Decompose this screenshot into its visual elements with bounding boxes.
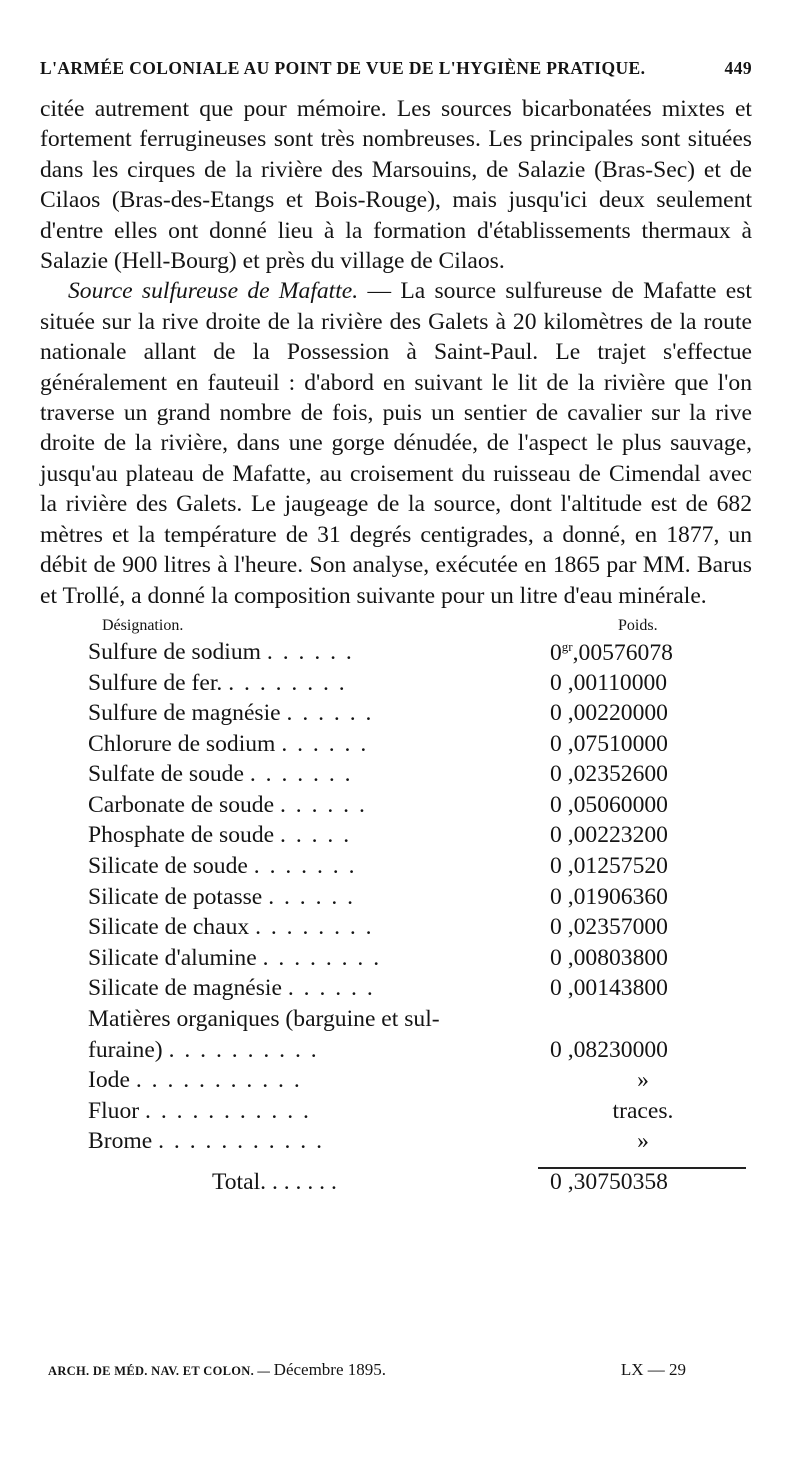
table-row xyxy=(40,884,752,915)
row-name: Matières organiques (barguine et sul- xyxy=(88,1006,440,1033)
row-value: 0 ,02357000 xyxy=(550,914,668,941)
row-name-text: Sulfure de sodium xyxy=(88,638,262,665)
page-footer xyxy=(48,1360,710,1380)
paragraph-1: citée autrement que pour mémoire. Les sources bicarbonatées mixtes et fortement ferrugineuses sont très nombreuses. Les principales sont situées dans les cirques de la rivière des Marsouins, de Salazie (Bras-Sec) et de Cilaos (Bras-des-Etangs et Bois-Rouge), mais jusqu'ici deux seulement d'entre elles ont donné lieu à la formation d'établissements thermaux à Salazie (Hell-Bourg) et près du village de Cilaos. xyxy=(40,96,752,275)
row-value: » xyxy=(637,1128,649,1155)
row-leader: . . . . . . xyxy=(286,700,374,727)
table-row xyxy=(40,700,752,731)
table-row-organic-2 xyxy=(40,1037,752,1068)
table-row xyxy=(40,792,752,823)
row-value: 0 ,01906360 xyxy=(550,883,668,910)
row-value: 0 ,00143800 xyxy=(550,975,668,1002)
row-leader: . . . . . . xyxy=(268,883,356,910)
table-row xyxy=(40,822,752,853)
row-leader: . . . . . . . xyxy=(253,853,357,880)
row-name-text: Carbonate de soude xyxy=(88,791,275,818)
row-value: 0 ,07510000 xyxy=(550,730,668,757)
body-text xyxy=(40,94,752,611)
row-leader: . . . . . . xyxy=(279,791,367,818)
table-header xyxy=(40,611,752,639)
table-row xyxy=(40,639,752,670)
table-row xyxy=(40,670,752,701)
row-name-text: Chlorure de sodium xyxy=(88,730,276,757)
row-name-text: Sulfate de soude xyxy=(88,761,244,788)
row-leader: . . . . . . . xyxy=(249,761,353,788)
row-name-text: furaine) xyxy=(88,1036,163,1063)
row-name-text: Brome xyxy=(88,1128,153,1155)
row-leader: . . . . . . . . . . . xyxy=(145,1097,311,1124)
table-rows xyxy=(40,639,752,1006)
row-leader: . . . . . . . . . . . xyxy=(158,1128,324,1155)
row-value: 0 ,00803800 xyxy=(550,944,668,971)
row-value: 0 ,02352600 xyxy=(550,761,668,788)
row-name-text: Sulfure de magnésie xyxy=(88,700,281,727)
designation-header: Désignation. xyxy=(102,616,184,634)
running-head xyxy=(40,58,752,88)
row-name-text: Silicate d'alumine xyxy=(88,944,257,971)
table-row xyxy=(40,731,752,762)
row-leader: . . . . . . . . xyxy=(228,669,347,696)
row-name xyxy=(88,822,508,849)
table-row-brome xyxy=(40,1128,752,1159)
row-value: 0 ,05060000 xyxy=(550,791,668,818)
footer-date: Décembre 1895. xyxy=(273,1360,387,1379)
composition-table xyxy=(40,611,752,1200)
row-name-text: Fluor xyxy=(88,1097,140,1124)
row-name-text: Sulfure de fer. xyxy=(88,669,223,696)
row-leader: . . . . . . xyxy=(266,638,354,665)
row-name xyxy=(88,1037,508,1064)
row-name xyxy=(88,792,508,819)
page xyxy=(40,58,752,1200)
running-title: L'ARMÉE COLONIALE AU POINT DE VUE DE L'HYGIÈNE PRATIQUE. xyxy=(40,58,646,78)
row-name xyxy=(88,853,508,880)
footer-journal xyxy=(48,1360,386,1380)
row-name-text: Silicate de chaux xyxy=(88,914,250,941)
row-name xyxy=(88,1128,508,1155)
row-leader: . . . . . . . . . . xyxy=(168,1036,319,1063)
footer-signature: LX — 29 xyxy=(620,1360,686,1379)
total-value: 0 ,30750358 xyxy=(550,1169,668,1195)
source-title: Source sulfureuse de Mafatte. xyxy=(68,278,359,305)
row-name xyxy=(88,975,508,1002)
row-leader: . . . . . . . . xyxy=(255,914,374,941)
table-row-fluor xyxy=(40,1098,752,1129)
row-value: $0^{gr},00576078$ xyxy=(550,638,673,666)
row-name xyxy=(88,914,508,941)
row-name xyxy=(88,761,508,788)
total-label xyxy=(212,1169,337,1196)
table-row xyxy=(40,975,752,1006)
table-row-total xyxy=(40,1169,752,1200)
paragraph-2-text: — La source sulfureuse de Mafatte est située sur la rive droite de la rivière des Galets à 20 kilomètres de la route nationale allant de la Possession à Saint-Paul. Le trajet s'effectue généralement en fauteuil : d'abord en suivant le lit de la rivière que l'on traverse un grand nombre de fois, puis un sentier de cavalier sur la rive droite de la rivière, dans une gorge dénudée, de l'aspect le plus sauvage, jusqu'au plateau de Mafatte, au croisement du ruisseau de Cimendal avec la rivière des Galets. Le jaugeage de la source, dont l'altitude est de 682 mètres et la température de 31 degrés centigrades, a donné, en 1877, un débit de 900 litres à l'heure. Son analyse, exécutée en 1865 par MM. Barus et Trollé, a donné la composition suivante pour un litre d'eau minérale. xyxy=(40,278,752,609)
table-row xyxy=(40,945,752,976)
row-leader: . . . . . . xyxy=(281,730,369,757)
poids-header: Poids. xyxy=(618,616,658,634)
total-label-text: Total xyxy=(212,1169,261,1195)
row-name xyxy=(88,731,508,758)
journal-name: ARCH. DE MÉD. NAV. ET COLON. — xyxy=(48,1364,271,1378)
row-value: 0 ,01257520 xyxy=(550,853,668,880)
table-row xyxy=(40,914,752,945)
table-row-iode xyxy=(40,1067,752,1098)
row-value: 0 ,08230000 xyxy=(550,1036,668,1063)
row-name-text: Phosphate de soude xyxy=(88,822,275,849)
table-row xyxy=(40,853,752,884)
table-row-organic-1 xyxy=(40,1006,752,1037)
row-value: traces. xyxy=(612,1097,674,1124)
row-name xyxy=(88,700,508,727)
row-name xyxy=(88,884,508,911)
row-name-text: Silicate de potasse xyxy=(88,883,263,910)
row-value: 0 ,00220000 xyxy=(550,700,668,727)
row-name-text: Silicate de soude xyxy=(88,853,248,880)
row-name xyxy=(88,670,508,697)
row-leader: . . . . . . . . xyxy=(262,944,382,971)
table-row xyxy=(40,761,752,792)
page-number: 449 xyxy=(724,58,752,78)
row-value: 0 ,00110000 xyxy=(550,669,668,696)
row-name-text: Silicate de magnésie xyxy=(88,975,282,1002)
row-name xyxy=(88,639,508,666)
row-leader: . . . . . . . xyxy=(260,1169,337,1195)
row-value: » xyxy=(637,1067,649,1094)
paragraph-2 xyxy=(40,276,752,610)
row-name xyxy=(88,1098,508,1125)
row-leader: . . . . . xyxy=(280,822,352,849)
row-name xyxy=(88,945,508,972)
row-name-text: Iode xyxy=(88,1067,130,1094)
row-leader: . . . . . . xyxy=(287,975,375,1002)
row-value: 0 ,00223200 xyxy=(550,822,668,849)
row-name xyxy=(88,1067,508,1094)
row-leader: . . . . . . . . . . . xyxy=(135,1067,302,1094)
